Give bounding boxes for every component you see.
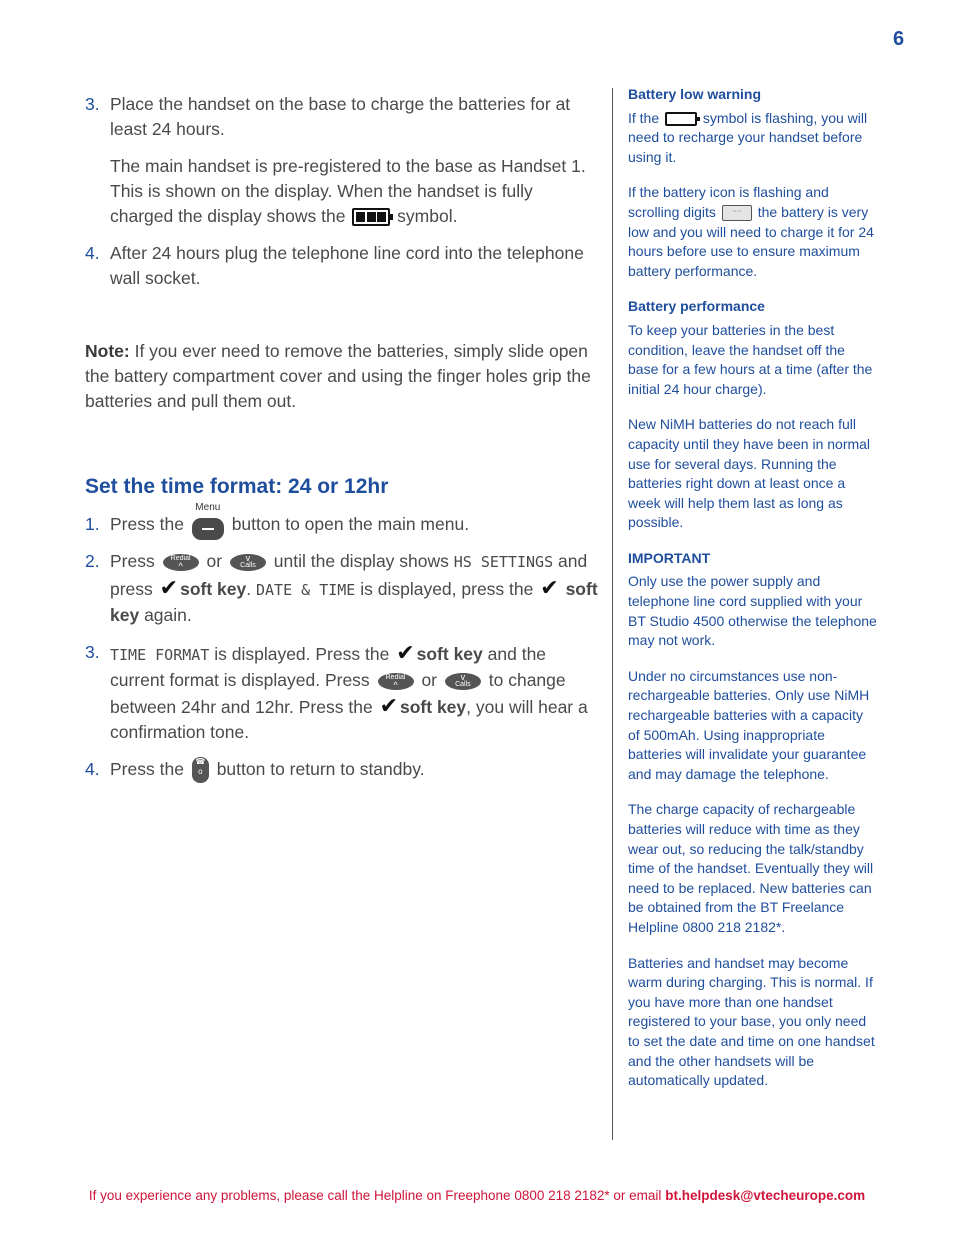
display-text-date-time: DATE & TIME	[256, 581, 356, 599]
battery-low-text-2: If the battery icon is flashing and scrolling digits ···· the battery is very low and you will need to charge it for 24 hours before use to ensure maximum battery performance.	[628, 184, 874, 279]
sidebar	[628, 85, 878, 1107]
time-step-4: 4. Press the ☎ o button to return to standby.	[85, 757, 600, 783]
important-text-4: Batteries and handset may become warm during charging. This is normal. If you have more than one handset registered to your base, you only need to set the date and time on one handset and the other handsets will be automatically updated.	[628, 954, 875, 1089]
footer	[0, 1188, 954, 1203]
menu-key-icon: Menu	[192, 518, 224, 540]
important-heading: IMPORTANT	[628, 549, 711, 566]
step-3-charge	[85, 92, 600, 229]
calls-down-key-icon: v Calls	[230, 554, 266, 571]
time-step-3: 3. TIME FORMAT is displayed. Press the ✔ soft key and the current format is displayed. Press Redial ^ or v Calls to change between 24hr and 12hr. Press the ✔ soft key, you will hear a confirmation tone.	[85, 640, 588, 742]
calls-down-key-icon: v Calls	[445, 673, 481, 690]
battery-performance-text-1: To keep your batteries in the best condition, leave the handset off the base for a few hours at a time (after the initial 24 hour charge).	[628, 321, 873, 397]
battery-performance-heading: Battery performance	[628, 298, 765, 315]
battery-low-text: If the symbol is flashing, you will need to recharge your handset before using it.	[628, 109, 868, 165]
redial-up-key-icon: Redial ^	[378, 673, 414, 690]
check-softkey-icon: ✔	[540, 575, 559, 600]
redial-up-key-icon: Redial ^	[163, 554, 199, 571]
battery-performance-text-2: New NiMH batteries do not reach full capacity until they have been in normal use for several days. Running the batteries right down at least once a week will help them last as long as possible.	[628, 416, 871, 531]
display-text-time-format: TIME FORMAT	[110, 646, 210, 664]
footer-email: bt.helpdesk@vtecheurope.com	[665, 1188, 866, 1203]
step-number: 1.	[85, 514, 100, 534]
step-number: 4.	[85, 243, 100, 263]
check-softkey-icon: ✔	[379, 693, 398, 718]
note-text: If you ever need to remove the batteries, simply slide open the battery compartment cover and using the finger holes grip the batteries and pull them out.	[85, 341, 591, 411]
battery-scrolling-digits-icon: ····	[722, 205, 752, 221]
column-divider	[612, 88, 613, 1140]
page-number: 6	[893, 28, 905, 50]
battery-full-icon	[352, 208, 390, 226]
step-number: 2.	[85, 551, 100, 571]
step-text-detail: The main handset is pre-registered to the base as Handset 1. This is shown on the display. When the handset is fully charged the display shows the symbol.	[110, 156, 586, 226]
note-label: Note:	[85, 341, 130, 361]
check-softkey-icon: ✔	[159, 575, 179, 600]
check-softkey-icon: ✔	[396, 640, 415, 665]
step-text: After 24 hours plug the telephone line cord into the telephone wall socket.	[110, 243, 584, 288]
display-text-hs-settings: HS SETTINGS	[453, 553, 554, 571]
footer-text: If you experience any problems, please call the Helpline on Freephone 0800 218 2182* or email	[88, 1188, 662, 1203]
step-number: 4.	[85, 759, 100, 779]
step-4-line-cord	[85, 241, 600, 291]
battery-empty-icon	[665, 112, 697, 126]
battery-low-heading: Battery low warning	[628, 86, 762, 102]
important-text-3: The charge capacity of rechargeable batteries will reduce with time as they wear out, so reducing the talk/standby time of the handset. Eventually they will need to be replaced. New batteries can be obtained from the BT Freelance Helpline 0800 218 2182*.	[628, 801, 874, 935]
important-text-2: Under no circumstances use non-rechargeable batteries. Only use NiMH rechargeable batteries with a capacity of 500mAh. Using inappropriate batteries will invalidate your guarantee and may damage the telephone.	[628, 667, 870, 782]
important-text-1: Only use the power supply and telephone line cord supplied with your BT Studio 4500 otherwise the telephone may not work.	[628, 573, 877, 649]
time-step-1: 1. Press the Menu button to open the main menu.	[85, 512, 600, 537]
section-title: Set the time format: 24 or 12hr	[85, 475, 389, 498]
time-step-2: 2. Press Redial ^ or v Calls until the display shows HS SETTINGS and press ✔ soft key. DATE & TIME is displayed, press the ✔ soft key again.	[85, 551, 598, 625]
step-text: Place the handset on the base to charge the batteries for at least 24 hours.	[110, 94, 571, 139]
note	[85, 339, 600, 414]
end-call-key-icon: ☎ o	[192, 757, 209, 783]
step-number: 3.	[85, 94, 100, 114]
main-column	[85, 92, 600, 795]
step-number: 3.	[85, 642, 100, 662]
